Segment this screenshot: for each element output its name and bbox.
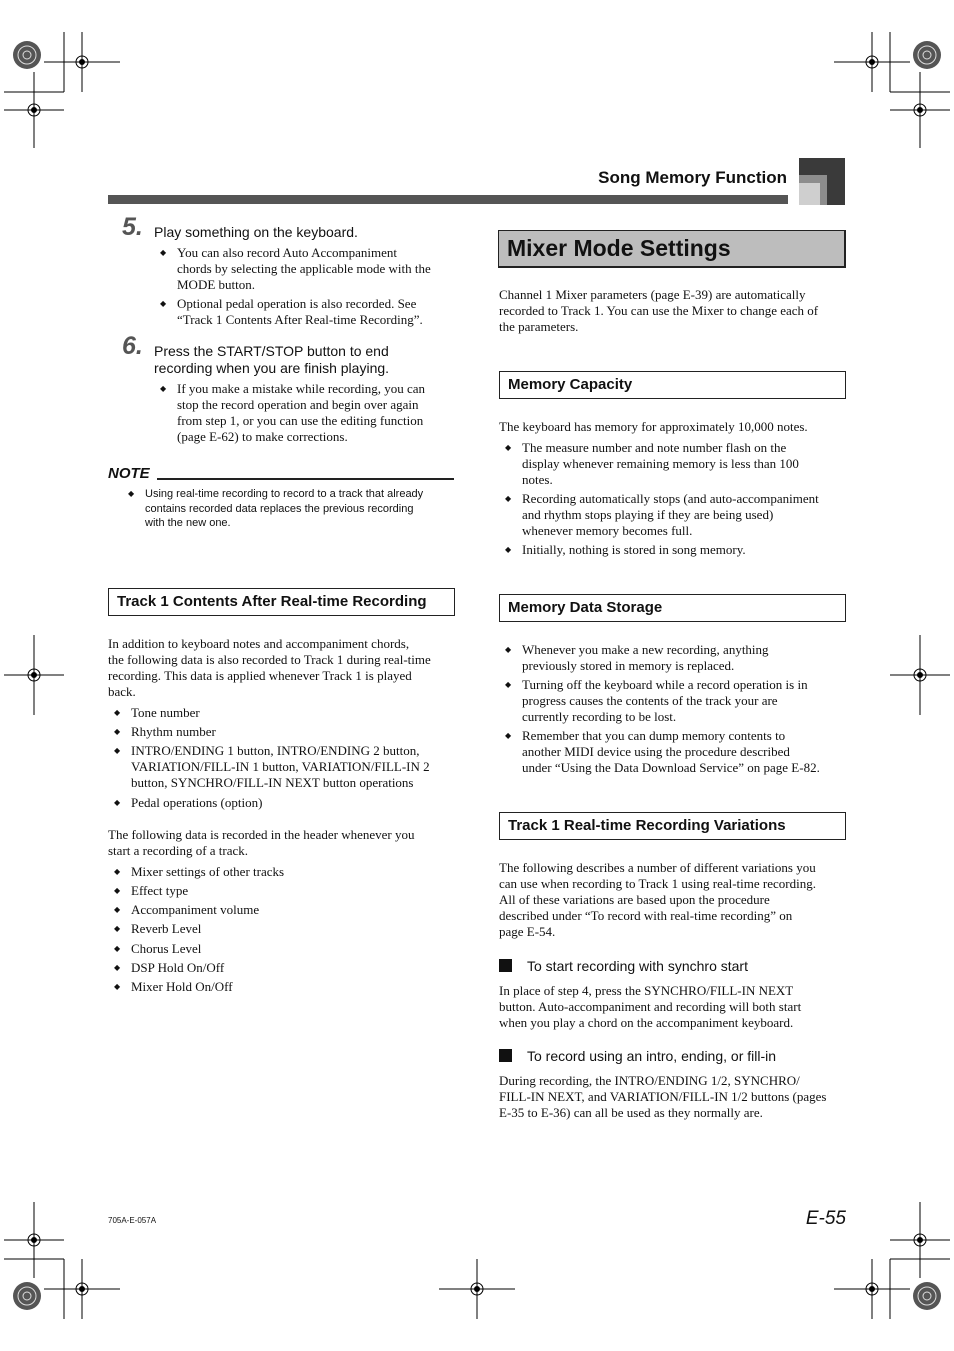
page-number: E-55	[805, 1208, 846, 1229]
list-item: ◆ Tone number	[114, 705, 200, 720]
list-item: ◆ If you make a mistake while recording, you can stop the record operation and begin over again from step 1, or you can use the editing function (page E-62) to make corrections.	[160, 381, 425, 444]
memory-capacity-intro: The keyboard has memory for approximately 10,000 notes.	[499, 419, 808, 434]
note-label: NOTE	[108, 465, 150, 482]
list-item: ◆ The measure number and note number flash on the display whenever remaining memory is less than 100 notes.	[505, 440, 799, 487]
step-6-number: 6.	[122, 332, 143, 360]
list-item: ◆ Turning off the keyboard while a record operation is in progress causes the contents of the track your are currently recording to be lost.	[505, 677, 808, 724]
list-item: ◆ Initially, nothing is stored in song memory.	[505, 542, 746, 557]
square-bullet-icon	[499, 959, 512, 972]
list-item: ◆ You can also record Auto Accompaniment chords by selecting the applicable mode with the MODE button.	[160, 245, 431, 292]
synchro-start-subheading: To start recording with synchro start	[527, 958, 748, 974]
list-item: ◆ Rhythm number	[114, 724, 216, 739]
list-item: ◆ Chorus Level	[114, 941, 202, 956]
list-item: ◆ Pedal operations (option)	[114, 795, 263, 810]
list-item: ◆ Effect type	[114, 883, 189, 898]
step-6-text: Press the START/STOP button to end recording when you are finish playing.	[154, 343, 390, 376]
intro-ending-subheading: To record using an intro, ending, or fill-in	[527, 1048, 776, 1064]
variations-intro: The following describes a number of different variations you can use when recording to Track 1 using real-time recording. All of these variations are based upon the procedure described under “To record with real-time recording” on page E-54.	[499, 860, 816, 939]
mixer-mode-heading: Mixer Mode Settings	[498, 230, 846, 268]
synchro-start-text: In place of step 4, press the SYNCHRO/FILL-IN NEXT button. Auto-accompaniment and recording will both start when you play a chord on the accompaniment keyboard.	[499, 983, 802, 1030]
header-rule	[108, 195, 788, 204]
list-item: ◆ Whenever you make a new recording, anything previously stored in memory is replaced.	[505, 642, 769, 673]
square-bullet-icon	[499, 1049, 512, 1062]
list-item: ◆ DSP Hold On/Off	[114, 960, 225, 975]
memory-storage-heading: Memory Data Storage	[499, 594, 846, 622]
step-5-text: Play something on the keyboard.	[154, 224, 358, 240]
document-code: 705A-E-057A	[108, 1216, 157, 1225]
header-data-intro: The following data is recorded in the header whenever you start a recording of a track.	[108, 827, 415, 858]
track-contents-intro: In addition to keyboard notes and accompaniment chords, the following data is also recorded to Track 1 during real-time recording. This data is applied whenever Track 1 is played back.	[108, 636, 431, 699]
list-item: ◆ Remember that you can dump memory contents to another MIDI device using the procedure described under “Using the Data Download Service” on page E-82.	[505, 728, 820, 775]
recording-variations-heading: Track 1 Real-time Recording Variations	[499, 812, 846, 840]
list-item: ◆ Mixer Hold On/Off	[114, 979, 233, 994]
list-item: ◆ Recording automatically stops (and auto-accompaniment and rhythm stops playing if they are being used) whenever memory becomes full.	[505, 491, 819, 538]
track-contents-heading: Track 1 Contents After Real-time Recording	[108, 588, 455, 616]
header-block-light	[799, 183, 820, 205]
note-text: ◆ Using real-time recording to record to a track that already contains recorded data replaces the previous recording with the new one.	[128, 488, 424, 529]
step-5-number: 5.	[122, 213, 143, 241]
list-item: ◆ Mixer settings of other tracks	[114, 864, 285, 879]
list-item: ◆ INTRO/ENDING 1 button, INTRO/ENDING 2 button, VARIATION/FILL-IN 1 button, VARIATION/FILL-IN 2 button, SYNCHRO/FILL-IN NEXT button operations	[114, 743, 430, 790]
note-rule	[157, 478, 454, 480]
list-item: ◆ Optional pedal operation is also recorded. See “Track 1 Contents After Real-time Recording”.	[160, 296, 423, 327]
list-item: ◆ Reverb Level	[114, 921, 202, 936]
memory-capacity-heading: Memory Capacity	[499, 371, 846, 399]
mixer-intro: Channel 1 Mixer parameters (page E-39) are automatically recorded to Track 1. You can use the Mixer to change each of the parameters.	[499, 287, 819, 334]
intro-ending-text: During recording, the INTRO/ENDING 1/2, SYNCHRO/ FILL-IN NEXT, and VARIATION/FILL-IN 1/2 buttons (pages E-35 to E-36) can all be used as they normally are.	[499, 1073, 827, 1120]
section-title: Song Memory Function	[598, 168, 787, 187]
list-item: ◆ Accompaniment volume	[114, 902, 260, 917]
